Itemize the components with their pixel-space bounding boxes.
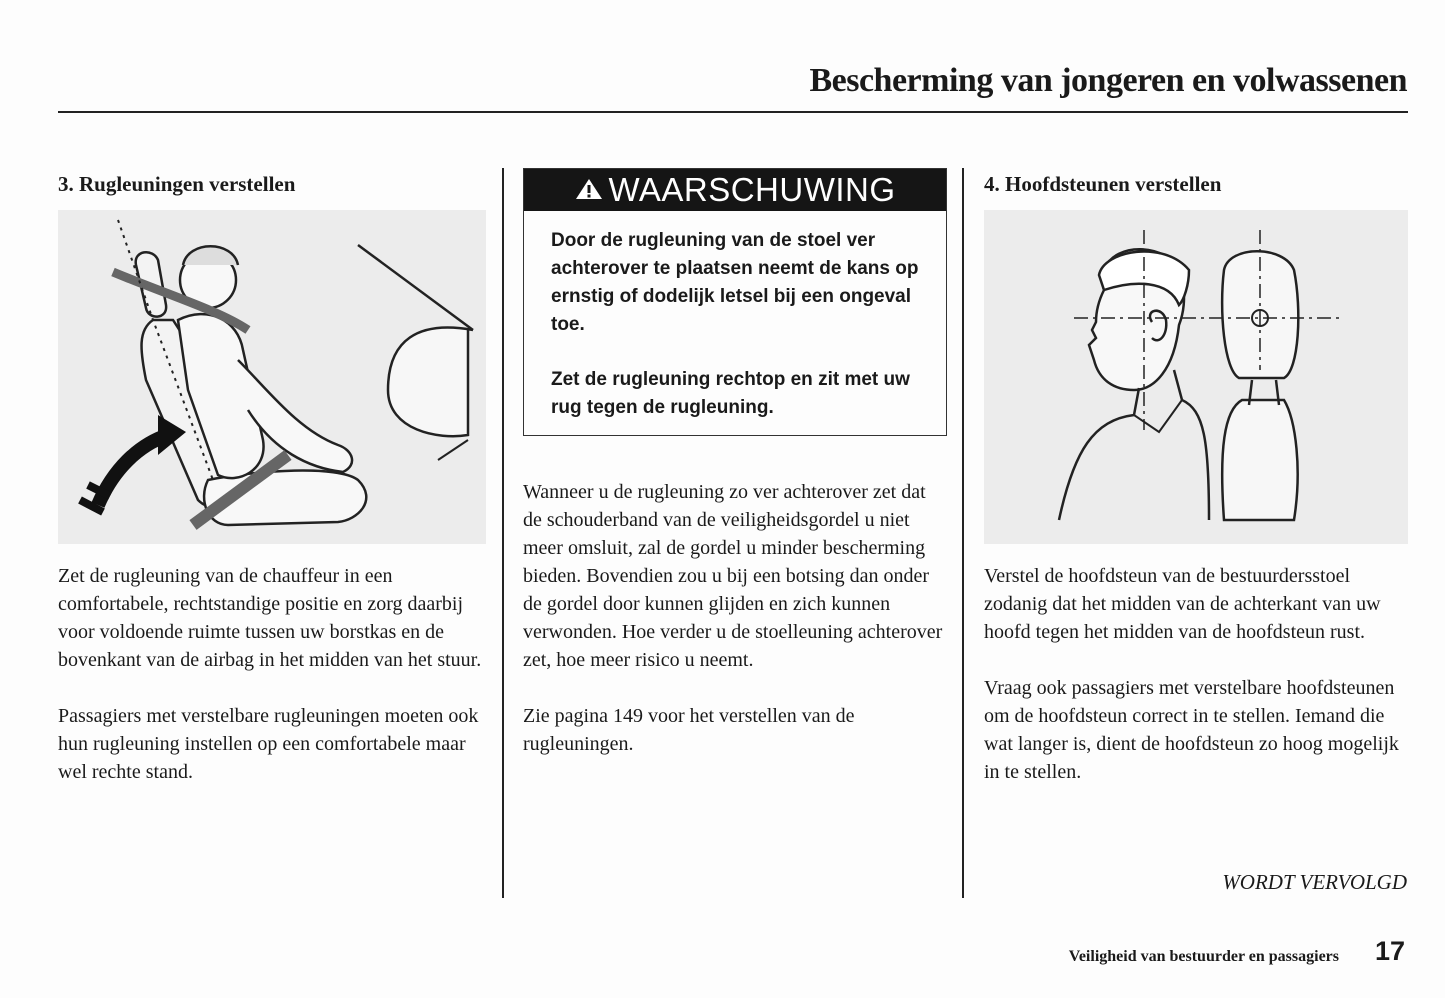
section-title-seatback: 3. Rugleuningen verstellen [58,172,296,196]
warning-paragraph: Zet de rugleuning rechtop en zit met uw rug tegen de rugleuning. [551,369,910,418]
column-divider-left [502,168,504,898]
column-divider-right [962,168,964,898]
left-column [58,172,488,197]
warning-triangle-icon [574,171,604,209]
paragraph: Verstel de hoofdsteun van de bestuurdersstoel zodanig dat het midden van de achterkant van uw hoofd tegen het midden van de hoofdsteun rust. [984,565,1381,643]
warning-paragraph: Door de rugleuning van de stoel ver achterover te plaatsen neemt de kans op ernstig of dodelijk letsel bij een ongeval toe. [551,230,919,335]
middle-text [523,478,948,758]
footer-section-label: Veiligheid van bestuurder en passagiers [1068,948,1339,965]
paragraph: Zet de rugleuning van de chauffeur in een comfortabele, rechtstandige positie en zorg daarbij voor voldoende ruimte tussen uw borstkas en de bovenkant van de airbag in het midden van het stuur. [58,565,482,671]
warning-box [523,168,947,436]
left-text [58,562,488,786]
paragraph: Passagiers met verstelbare rugleuningen moeten ook hun rugleuning instellen op een comfortabele maar wel rechte stand. [58,705,479,783]
page-number: 17 [1374,936,1405,966]
warning-header [524,169,946,211]
right-text [984,562,1409,786]
continued-label: WORDT VERVOLGD [1222,870,1407,894]
paragraph: Vraag ook passagiers met verstelbare hoofdsteunen om de hoofdsteun correct in te stellen. Iemand die wat langer is, dient de hoofdsteun zo hoog mogelijk in te stellen. [984,677,1399,783]
warning-label: WAARSCHUWING [608,171,896,208]
section-title-headrest: 4. Hoofdsteunen verstellen [984,172,1222,196]
right-column [984,172,1409,197]
page-title: Bescherming van jongeren en volwassenen [809,62,1407,99]
seatback-adjust-illustration [58,210,486,544]
header-rule [58,111,1408,113]
paragraph: Zie pagina 149 voor het verstellen van de rugleuningen. [523,705,855,755]
headrest-adjust-illustration [984,210,1408,544]
paragraph: Wanneer u de rugleuning zo ver achterover zet dat de schouderband van de veiligheidsgordel u niet meer omsluit, zal de gordel u minder bescherming bieden. Bovendien zou u bij een botsing dan onder de gordel door kunnen glijden en zich kunnen verwonden. Hoe verder u de stoelleuning achterover zet, hoe meer risico u neemt. [523,481,943,671]
